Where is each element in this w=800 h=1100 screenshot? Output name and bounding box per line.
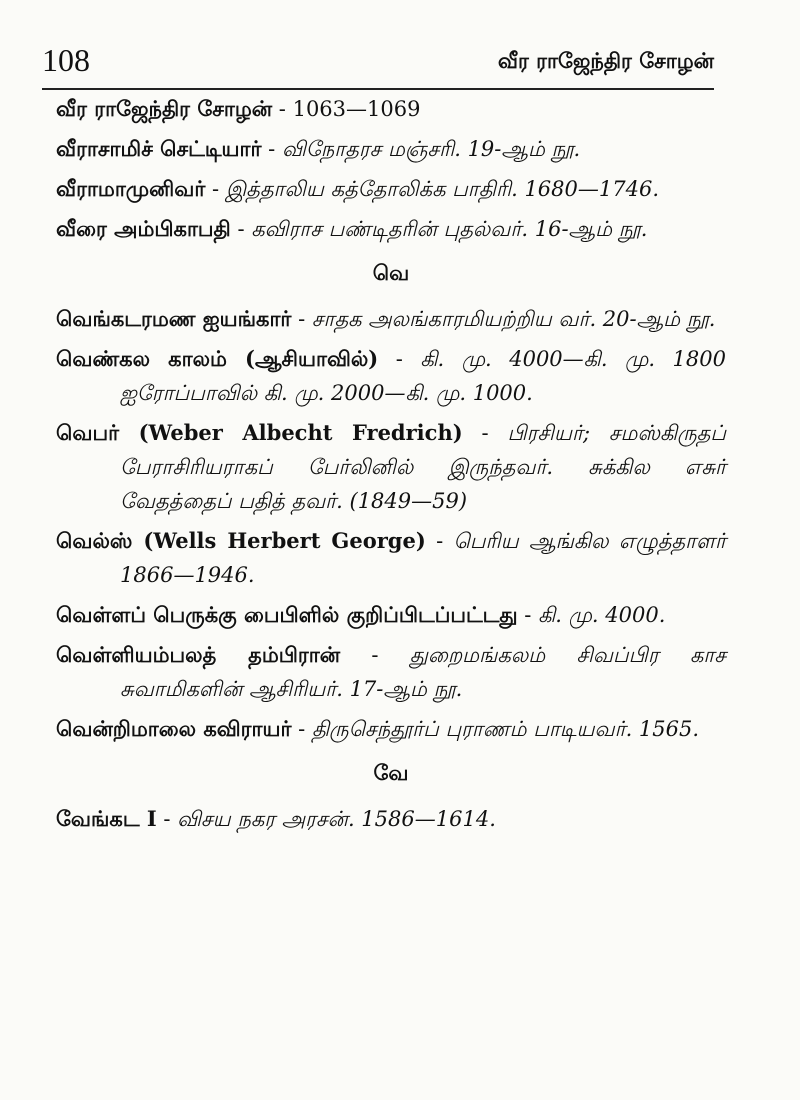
entry: [56, 802, 726, 836]
section-heading-vee: வே: [373, 760, 409, 785]
entry: [56, 342, 726, 410]
entry-term: வீர ராஜேந்திர சோழன்: [56, 96, 273, 121]
entry-term: வெள்ளியம்பலத் தம்பிரான்: [56, 642, 341, 667]
entry-term: வென்றிமாலை கவிராயர்: [56, 716, 292, 741]
entry: [56, 212, 726, 246]
entry-description: கவிராச பண்டிதரின் புதல்வர். 16-ஆம் நூ.: [251, 217, 648, 241]
entry: [56, 302, 726, 336]
entry-description: விநோதரச மஞ்சரி. 19-ஆம் நூ.: [281, 137, 581, 161]
glossary-content: [56, 92, 726, 842]
entry-separator: -: [205, 177, 226, 201]
page-number: 108: [42, 42, 90, 78]
entry-separator: -: [462, 421, 508, 445]
entry-description: பிரசியர்; சமஸ்கிருதப் பேராசிரியராகப் பேர்லினில் இருந்தவர். சுக்கில எசுர் வேதத்தைப் பதித் தவர். (1849—59): [120, 421, 726, 513]
entry-description: திருசெந்தூர்ப் புராணம் பாடியவர். 1565.: [311, 717, 700, 741]
entry-separator: -: [156, 807, 178, 831]
entry-term: வெபர் (Weber Albecht Fredrich): [56, 420, 463, 445]
entry-term: வெல்ஸ் (Wells Herbert George): [56, 528, 426, 553]
page-header: [42, 40, 714, 86]
entry-term: வீராசாமிச் செட்டியார்: [56, 136, 262, 161]
entry-term: வெங்கடரமண ஐயங்கார்: [56, 306, 292, 331]
entry: [56, 524, 726, 592]
entry: [56, 416, 726, 518]
entry-separator: -: [378, 347, 421, 371]
running-head: வீர ராஜேந்திர சோழன்: [497, 48, 714, 73]
entry-separator: -: [261, 137, 282, 161]
entry-separator: -: [425, 529, 454, 553]
section-heading-ve: வெ: [372, 260, 410, 285]
entry-description: துறைமங்கலம் சிவப்பிர காச சுவாமிகளின் ஆசிரியர். 17-ஆம் நூ.: [120, 643, 726, 701]
entry: [56, 132, 726, 166]
entry: [56, 172, 726, 206]
entry-description: கி. மு. 4000—கி. மு. 1800 ஐரோப்பாவில் கி. மு. 2000—கி. மு. 1000.: [120, 347, 726, 405]
entry-separator: -: [230, 217, 252, 241]
entry-description: பெரிய ஆங்கில எழுத்தாளர் 1866—1946.: [120, 529, 726, 587]
entry-term: வீரை அம்பிகாபதி: [56, 216, 231, 241]
entry-separator: -: [272, 97, 293, 121]
entry-description: சாதக அலங்காரமியற்றிய வர். 20-ஆம் நூ.: [311, 307, 716, 331]
entry: [56, 92, 726, 126]
header-rule: [42, 88, 714, 90]
entry-separator: -: [291, 717, 312, 741]
entry: [56, 638, 726, 706]
entry: [56, 712, 726, 746]
entry-description: 1063—1069: [292, 97, 421, 121]
entry-separator: -: [340, 643, 410, 667]
entry-separator: -: [291, 307, 312, 331]
entry-term: வேங்கட I: [56, 806, 157, 831]
entry-term: வெண்கல காலம் (ஆசியாவில்): [56, 346, 379, 371]
entry-term: வெள்ளப் பெருக்கு பைபிளில் குறிப்பிடப்பட்டது: [56, 602, 518, 627]
entry-term: வீராமாமுனிவர்: [56, 176, 206, 201]
entry-description: விசய நகர அரசன். 1586—1614.: [177, 807, 496, 831]
entry-separator: -: [517, 603, 539, 627]
entry-description: கி. மு. 4000.: [538, 603, 666, 627]
entry-description: இத்தாலிய கத்தோலிக்க பாதிரி. 1680—1746.: [225, 177, 660, 201]
entry: [56, 598, 726, 632]
